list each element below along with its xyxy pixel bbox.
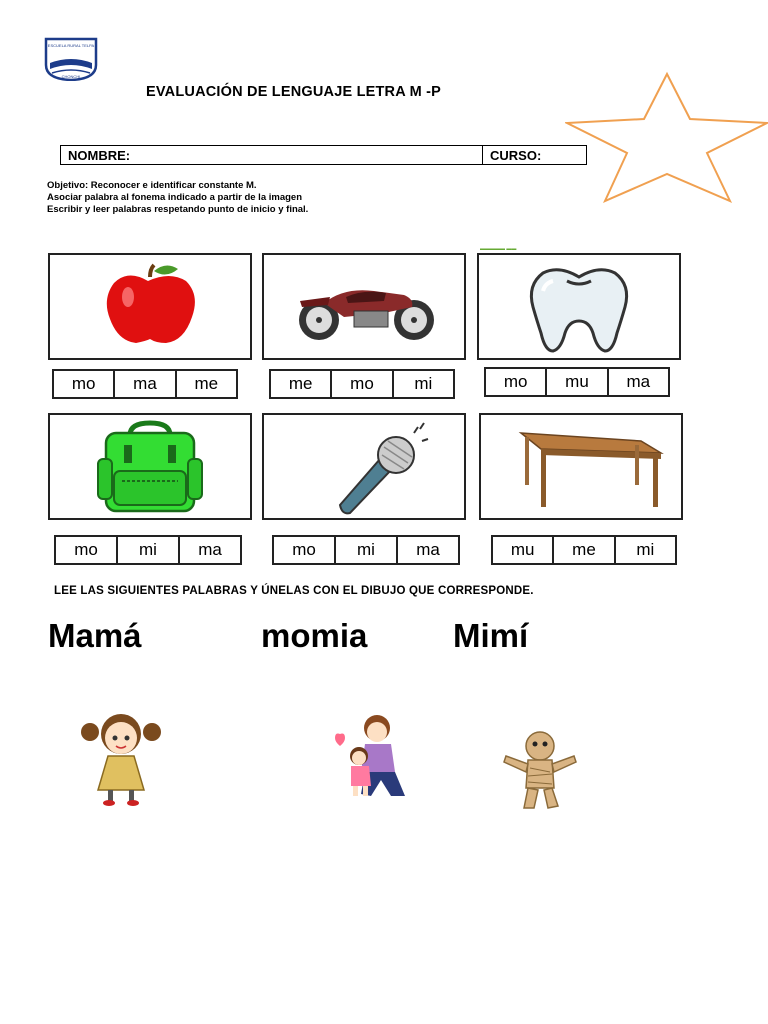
word-momia[interactable]: momia [261, 617, 368, 654]
mother-child-picture[interactable] [325, 710, 411, 802]
course-label: CURSO: [490, 148, 542, 163]
syllable-option[interactable]: mo [330, 371, 391, 397]
tooth-icon [479, 255, 679, 358]
watermark-text: ▬▬▬▬▬ ▬▬ [480, 246, 517, 252]
syllable-option[interactable]: mo [292, 540, 316, 559]
syllable-option[interactable]: mu [545, 369, 606, 395]
syllable-option[interactable]: mo [503, 372, 528, 391]
objective-line: Escribir y leer palabras respetando punto de inicio y final. [47, 204, 309, 215]
syllable-option[interactable]: ma [113, 371, 174, 397]
girl-picture[interactable] [78, 708, 164, 808]
objective-line: Objetivo: Reconocer e identificar constante M. [47, 180, 257, 191]
syllable-option[interactable]: mi [334, 537, 396, 563]
syllable-option[interactable]: ma [607, 369, 668, 395]
syllable-option[interactable]: ma [396, 537, 458, 563]
microphone-icon [264, 415, 464, 518]
picture-card [477, 253, 681, 360]
syllable-option[interactable]: mu [510, 540, 535, 559]
divider [482, 146, 483, 164]
picture-card [48, 413, 252, 520]
syllable-options [491, 535, 677, 565]
school-logo [44, 35, 98, 81]
girl-icon [78, 708, 164, 808]
syllable-option[interactable]: me [175, 371, 236, 397]
syllable-option[interactable]: mo [71, 374, 96, 393]
objective-line: Asociar palabra al fonema indicado a partir de la imagen [47, 192, 302, 203]
syllable-option[interactable]: ma [178, 537, 240, 563]
svg-text:ESCUELA RURAL TELPA: ESCUELA RURAL TELPA [47, 43, 95, 48]
backpack-icon [50, 415, 250, 518]
apple-icon [50, 255, 250, 358]
star-icon [565, 70, 768, 205]
syllable-option[interactable]: mi [392, 371, 453, 397]
syllable-option[interactable]: me [552, 537, 613, 563]
page-title: EVALUACIÓN DE LENGUAJE LETRA M -P [146, 84, 441, 100]
mummy-icon [500, 728, 580, 810]
picture-card [48, 253, 252, 360]
table-icon [481, 415, 681, 518]
name-label: NOMBRE: [68, 148, 131, 163]
picture-card [262, 253, 466, 360]
syllable-option[interactable]: mo [74, 540, 98, 559]
svg-text:CHONCHI: CHONCHI [61, 74, 81, 79]
word-mama[interactable]: Mamá [48, 617, 142, 654]
student-info-box [60, 145, 587, 165]
syllable-option[interactable]: mi [614, 537, 675, 563]
instruction-text: LEE LAS SIGUIENTES PALABRAS Y ÚNELAS CON EL DIBUJO QUE CORRESPONDE. [54, 585, 534, 597]
motorcycle-icon [264, 255, 464, 358]
picture-card [479, 413, 683, 520]
syllable-options [54, 535, 242, 565]
syllable-option[interactable]: me [288, 374, 313, 393]
picture-card [262, 413, 466, 520]
word-mimi[interactable]: Mimí [453, 617, 529, 654]
syllable-option[interactable]: mi [116, 537, 178, 563]
syllable-options [272, 535, 460, 565]
syllable-options [52, 369, 238, 399]
mummy-picture[interactable] [500, 728, 580, 810]
mother-hugging-child-icon [325, 710, 411, 802]
syllable-options [484, 367, 670, 397]
syllable-options [269, 369, 455, 399]
